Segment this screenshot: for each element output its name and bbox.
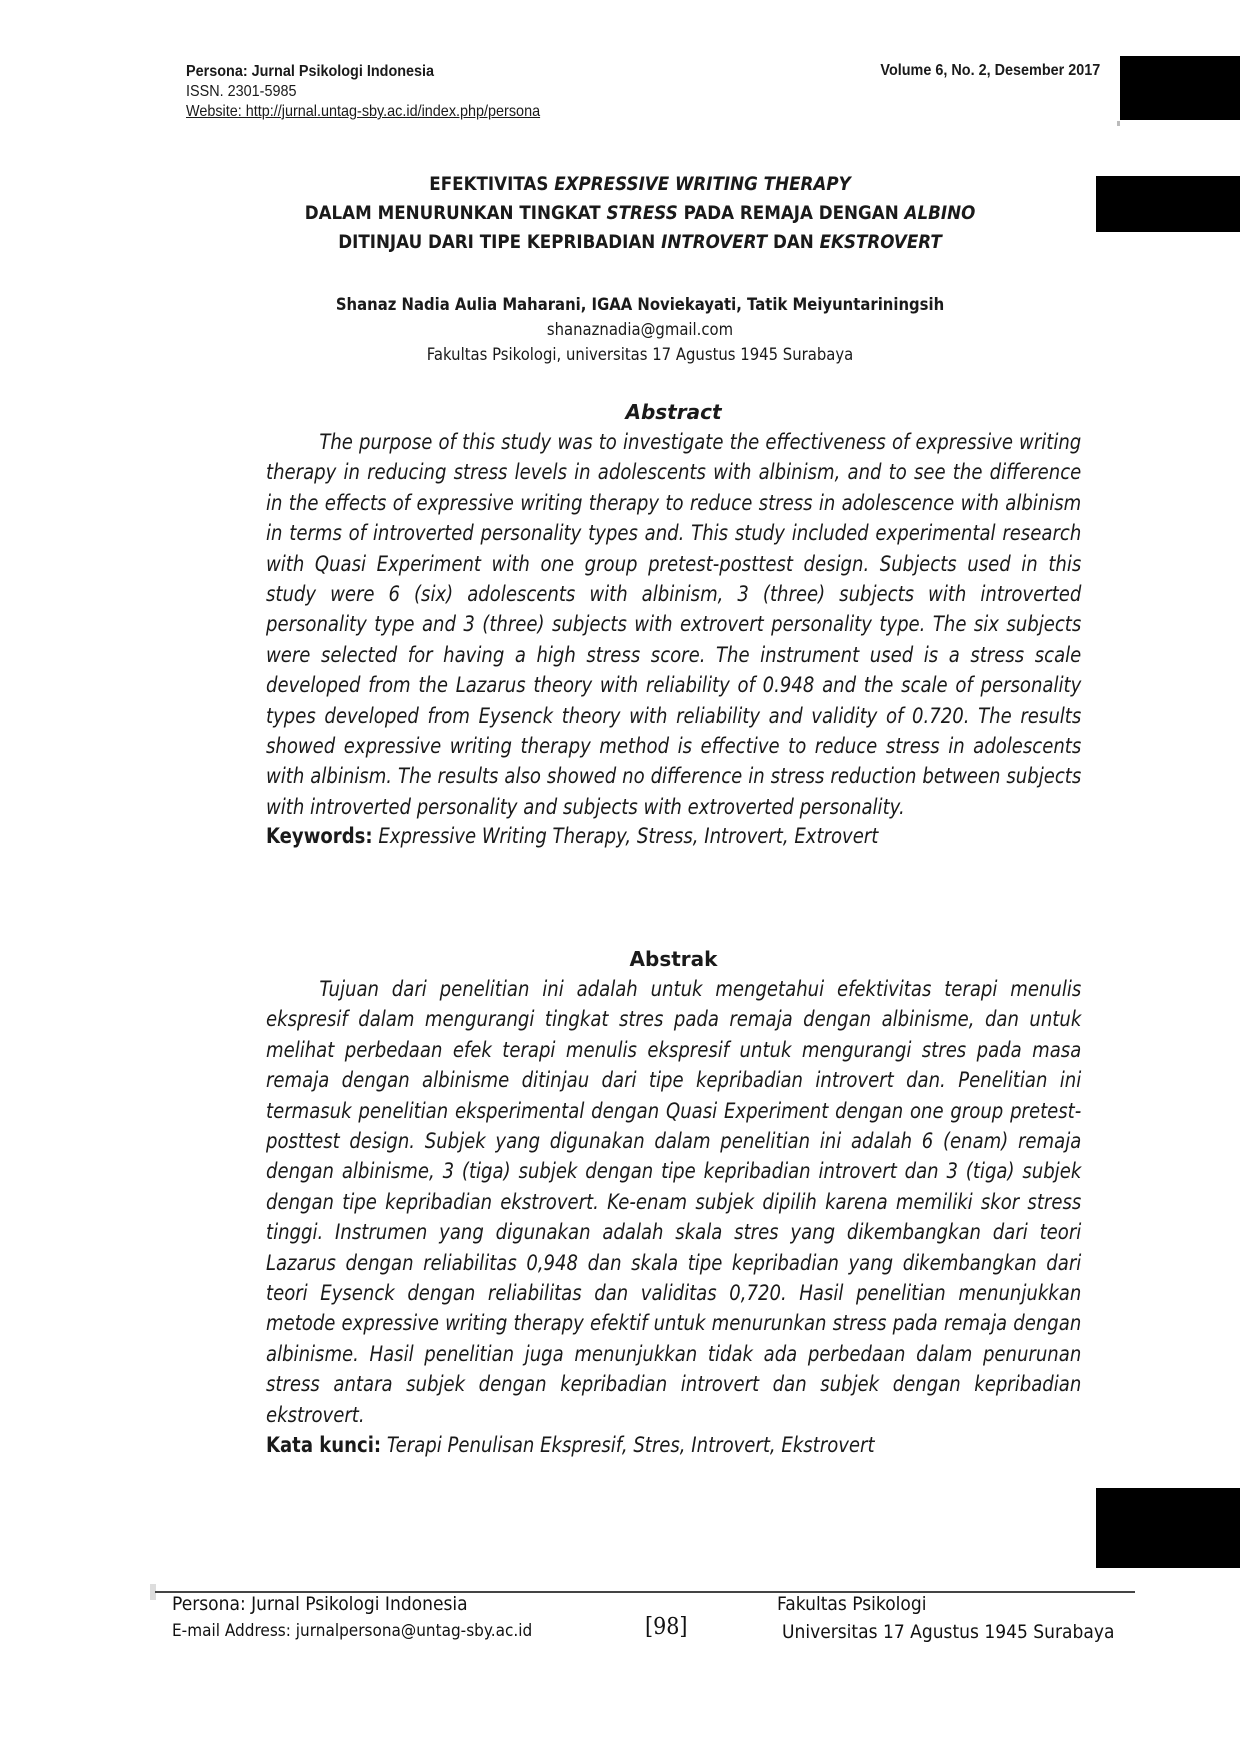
author-names: Shanaz Nadia Aulia Maharani, IGAA Noviekayati, Tatik Meiyuntariningsih xyxy=(335,295,945,314)
redaction-block-top xyxy=(1120,56,1240,120)
abstract-english xyxy=(266,397,1081,852)
title-line-3 xyxy=(235,228,1045,257)
title-text: PADA REMAJA DENGAN xyxy=(677,202,905,224)
author-affiliation: Fakultas Psikologi, universitas 17 Agustus 1945 Surabaya xyxy=(426,345,854,364)
keywords-line xyxy=(266,821,1081,851)
title-line-1 xyxy=(235,170,1045,199)
title-text-italic: ALBINO xyxy=(904,202,976,224)
title-text: EFEKTIVITAS xyxy=(429,173,555,195)
abstract-body: The purpose of this study was to investigate the effectiveness of expressive writing therapy in reducing stress levels in adolescents with albinism, and to see the difference in the effects of expressive writing therapy to reduce stress in adolescence with albinism in terms of introverted personality types and. This study included experimental research with Quasi Experiment with one group pretest-posttest design. Subjects used in this study were 6 (six) adolescents with albinism, 3 (three) subjects with introverted personality type and 3 (three) subjects with extrovert personality type. The six subjects were selected for having a high stress score. The instrument used is a stress scale developed from the Lazarus theory with reliability of 0.948 and the scale of personality types developed from Eysenck theory with reliability and validity of 0.720. The results showed expressive writing therapy method is effective to reduce stress in adolescents with albinism. The results also showed no difference in stress reduction between subjects with introverted personality and subjects with extroverted personality. xyxy=(266,430,1082,819)
paper-title xyxy=(235,170,1045,257)
abstrak-body: Tujuan dari penelitian ini adalah untuk mengetahui efektivitas terapi menulis ekspresif dalam mengurangi tingkat stres pada remaja dengan albinisme, dan untuk melihat perbedaan efek terapi menulis ekspresif untuk mengurangi stres pada masa remaja dengan albinisme ditinjau dari tipe kepribadian introvert dan. Penelitian ini termasuk penelitian eksperimental dengan Quasi Experiment dengan one group pretest-posttest design. Subjek yang digunakan dalam penelitian ini adalah 6 (enam) remaja dengan albinisme, 3 (tiga) subjek dengan tipe kepribadian introvert dan 3 (tiga) subjek dengan tipe kepribadian ekstrovert. Ke-enam subjek dipilih karena memiliki skor stress tinggi. Instrumen yang digunakan adalah skala stres yang dikembangkan dari teori Lazarus dengan reliabilitas 0,948 dan skala tipe kepribadian yang dikembangkan dari teori Eysenck dengan reliabilitas dan validitas 0,720. Hasil penelitian menunjukkan metode expressive writing therapy efektif untuk menurunkan stress pada remaja dengan albinisme. Hasil penelitian juga menunjukkan tidak ada perbedaan dalam penurunan stress antara subjek dengan kepribadian introvert dan subjek dengan kepribadian ekstrovert. xyxy=(266,977,1082,1427)
title-text-italic: INTROVERT xyxy=(661,231,768,253)
title-text: DAN xyxy=(767,231,820,253)
page-number: [98] xyxy=(645,1614,688,1640)
title-text-italic: EKSTROVERT xyxy=(819,231,942,253)
keywords-label: Keywords: xyxy=(266,824,373,849)
issn: ISSN. 2301-5985 xyxy=(186,83,297,100)
journal-name: Persona: Jurnal Psikologi Indonesia xyxy=(186,63,435,80)
title-text-italic: STRESS xyxy=(606,202,678,224)
footer-email[interactable]: E-mail Address: jurnalpersona@untag-sby.ac.id xyxy=(172,1621,533,1641)
title-text: DITINJAU DARI TIPE KEPRIBADIAN xyxy=(338,231,662,253)
abstrak-heading: Abstrak xyxy=(629,947,718,971)
abstract-indonesian xyxy=(266,944,1081,1461)
footer-university: Universitas 17 Agustus 1945 Surabaya xyxy=(782,1621,1115,1643)
author-block xyxy=(244,292,1036,367)
kata-kunci-line xyxy=(266,1430,1081,1460)
title-text-italic: EXPRESSIVE WRITING THERAPY xyxy=(554,173,851,195)
keywords-list: Expressive Writing Therapy, Stress, Introvert, Extrovert xyxy=(372,824,879,849)
footer-journal-name: Persona: Jurnal Psikologi Indonesia xyxy=(172,1593,468,1615)
speck-mark xyxy=(1117,121,1120,126)
author-email[interactable]: shanaznadia@gmail.com xyxy=(546,320,734,339)
redaction-block-bottom xyxy=(1096,1488,1240,1568)
website-link[interactable]: Website: http://jurnal.untag-sby.ac.id/index.php/persona xyxy=(186,103,541,120)
kata-kunci-list: Terapi Penulisan Ekspresif, Stres, Introvert, Ekstrovert xyxy=(381,1433,875,1458)
title-text: DALAM MENURUNKAN TINGKAT xyxy=(304,202,607,224)
footer-faculty: Fakultas Psikologi xyxy=(777,1593,927,1615)
kata-kunci-label: Kata kunci: xyxy=(266,1433,382,1458)
title-line-2 xyxy=(235,199,1045,228)
volume-info: Volume 6, No. 2, Desember 2017 xyxy=(880,62,1100,79)
abstract-heading: Abstract xyxy=(625,400,722,424)
redaction-block-title xyxy=(1096,176,1240,232)
